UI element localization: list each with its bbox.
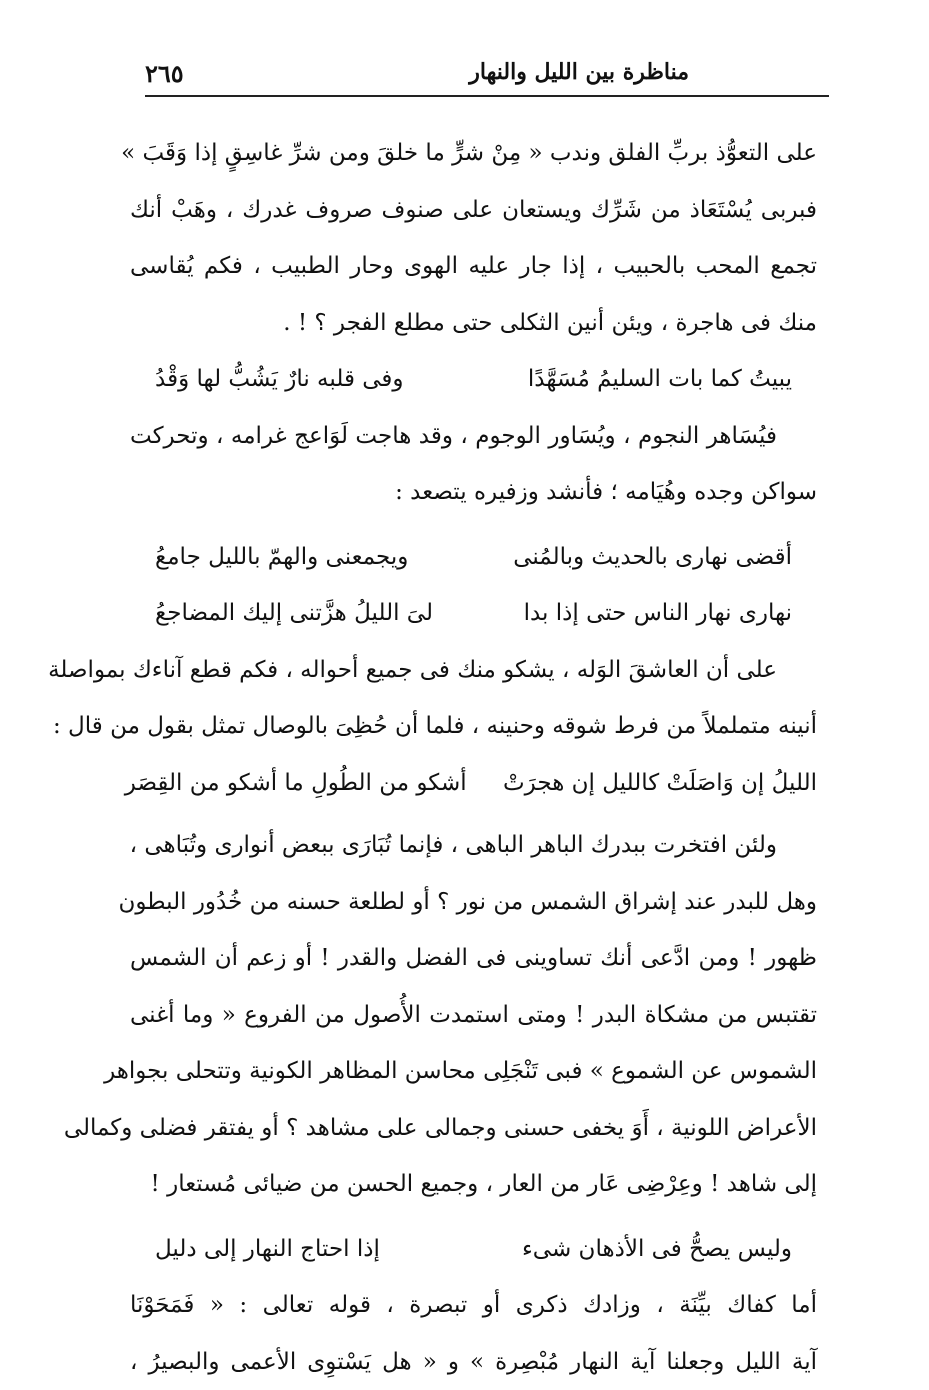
text-line: وهل للبدر عند إشراق الشمس من نور ؟ أو لطلعة حسنه من خُدُور البطون xyxy=(130,874,817,931)
text-line: على أن العاشقَ الوَله ، يشكو منك فى جميع أحواله ، فكم قطع آناءك بمواصلة xyxy=(130,642,817,699)
text-line: على التعوُّذ بربِّ الفلق وندب « مِنْ شرٍّ ما خلقَ ومن شرِّ غاسِقٍ إذا وَقَبَ » xyxy=(130,125,817,182)
verse-second-hemistich: وفى قلبه نارٌ يَشُبُّ لها وَقْدُ xyxy=(155,351,467,408)
text-line: أما كفاك بيِّنَة ، وزادك ذكرى أو تبصرة ، قوله تعالى : « فَمَحَوْنَا xyxy=(130,1277,817,1334)
page-header xyxy=(145,55,829,95)
running-title: مناظرة بين الليل والنهار xyxy=(469,59,689,85)
verse-line xyxy=(130,585,817,642)
text-line: فبربى يُسْتَعَاذ من شَرِّك ويستعان على صنوف صروف غدرك ، وهَبْ أنك xyxy=(130,182,817,239)
verse-second-hemistich: أشكو من الطُولِ ما أشكو من القِصَر xyxy=(130,755,467,812)
text-line: أنينه متململاً من فرط شوقه وحنينه ، فلما أن حُظِىَ بالوصال تمثل بقول من قال : xyxy=(130,698,817,755)
text-line: تقتبس من مشكاة البدر ! ومتى استمدت الأُصول من الفروع « وما أغنى xyxy=(130,987,817,1044)
verse-first-hemistich: وليس يصحُّ فى الأذهان شىء xyxy=(480,1221,792,1278)
verse-first-hemistich: الليلُ إن وَاصَلَتْ كالليل إن هجرَتْ xyxy=(480,755,817,812)
page-body xyxy=(130,125,817,1390)
text-line: فيُسَاهر النجوم ، ويُسَاور الوجوم ، وقد هاجت لَوَاعج غرامه ، وتحركت xyxy=(130,408,817,465)
text-line: ظهور ! ومن ادَّعى أنك تساوينى فى الفضل والقدر ! أو زعم أن الشمس xyxy=(130,930,817,987)
header-rule xyxy=(145,95,829,97)
verse-first-hemistich: يبيتُ كما بات السليمُ مُسَهَّدًا xyxy=(480,351,792,408)
text-line: سواكن وجده وهُيَامه ؛ فأنشد وزفيره يتصعد : xyxy=(130,464,817,521)
verse-first-hemistich: أقضى نهارى بالحديث وبالمُنى xyxy=(480,529,792,586)
text-line: الأعراض اللونية ، أَوَ يخفى حسنى وجمالى على مشاهد ؟ أو يفتقر فضلى وكمالى xyxy=(130,1100,817,1157)
text-line: تجمع المحب بالحبيب ، إذا جار عليه الهوى وحار الطبيب ، فكم يُقاسى xyxy=(130,238,817,295)
text-line: آية الليل وجعلنا آية النهار مُبْصِرة » و « هل يَسْتوِى الأعمى والبصيرُ ، xyxy=(130,1334,817,1390)
text-line: منك فى هاجرة ، ويئن أنين الثكلى حتى مطلع الفجر ؟ ! . xyxy=(130,295,817,352)
text-line: الشموس عن الشموع » فبى تَنْجَلِى محاسن المظاهر الكونية وتتحلى بجواهر xyxy=(130,1043,817,1100)
verse-second-hemistich: ويجمعنى والهمّ بالليل جامعُ xyxy=(155,529,467,586)
text-line: إلى شاهد ! وعِرْضِى عَار من العار ، وجميع الحسن من ضيائى مُستعار ! xyxy=(130,1156,817,1213)
verse-first-hemistich: نهارى نهار الناس حتى إذا بدا xyxy=(480,585,792,642)
verse-line xyxy=(130,755,817,812)
text-line: ولئن افتخرت ببدرك الباهر الباهى ، فإنما تُبَارَى ببعض أنوارى وتُبَاهى ، xyxy=(130,817,817,874)
verse-line xyxy=(130,1221,817,1278)
verse-line xyxy=(130,351,817,408)
verse-line xyxy=(130,529,817,586)
page-number: ٢٦٥ xyxy=(145,59,184,88)
verse-second-hemistich: إذا احتاج النهار إلى دليل xyxy=(155,1221,467,1278)
verse-second-hemistich: لىَ الليلُ هزَّتنى إليك المضاجعُ xyxy=(155,585,467,642)
